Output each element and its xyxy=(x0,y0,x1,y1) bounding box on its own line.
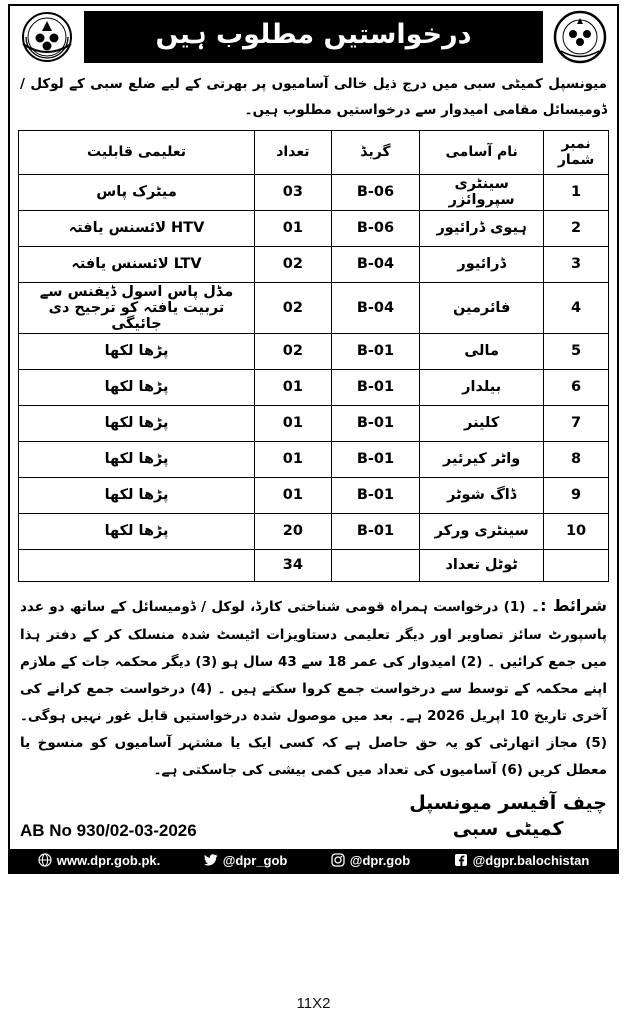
table-row xyxy=(19,477,609,513)
social-facebook[interactable] xyxy=(454,853,590,868)
table-row xyxy=(19,282,609,333)
cell-post: سینٹری ورکر xyxy=(420,513,544,549)
cell-sr: 1 xyxy=(544,174,609,210)
cell-number: 01 xyxy=(255,441,332,477)
social-website[interactable] xyxy=(38,853,161,868)
social-twitter[interactable] xyxy=(204,853,288,868)
social-website-label: www.dpr.gob.pk. xyxy=(56,852,161,868)
social-media-bar xyxy=(10,849,617,872)
social-instagram[interactable] xyxy=(331,853,410,868)
cell-post: ہیوی ڈرائیور xyxy=(420,210,544,246)
cell-post: سینٹری سپروائزر xyxy=(420,174,544,210)
cell-post: فائرمین xyxy=(420,282,544,333)
cell-number: 03 xyxy=(255,174,332,210)
col-header-grade: گریڈ xyxy=(331,130,420,174)
table-row xyxy=(19,513,609,549)
ad-title-band xyxy=(84,11,543,63)
reference-number: AB No 930/02-03-2026 xyxy=(20,820,197,840)
cell-post: مالی xyxy=(420,333,544,369)
cell-sr: 7 xyxy=(544,405,609,441)
conditions-text: (1) درخواست ہمراہ قومی شناختی کارڈ، لوکل / ڈومیسائل کے ساتھ دو عدد پاسپورٹ سائز تصاویر اور دیگر تعلیمی دستاویزات اٹیسٹ شدہ منسلک کر کے دفتر ہذا میں جمع کرائیں ۔ (2) امیدوار کی عمر 18 سے 43 سال ہو (3) دیگر محکمہ جات کے ملازم اپنے محکمہ کے توسط سے درخواست جمع کروا سکتے ہیں ۔ (4) درخواست جمع کرانے کی آخری تاریخ 10 اپریل 2026 ہے۔ بعد میں موصول شدہ درخواستیں قابل غور نہیں ہوگی۔ (5) مجاز اتھارٹی کو یہ حق حاصل ہے کہ کسی ایک یا مشتہر آسامیوں کو منسوخ یا معطل کریں (6) آسامیوں کی تعداد میں کمی بیشی کی جاسکتی ہے۔ xyxy=(20,598,608,778)
cell-empty xyxy=(19,549,255,581)
cell-sr: 10 xyxy=(544,513,609,549)
table-row xyxy=(19,441,609,477)
conditions-heading: شرائط :۔ xyxy=(530,595,608,615)
cell-sr: 3 xyxy=(544,246,609,282)
cell-post: ڈرائیور xyxy=(420,246,544,282)
cell-sr: 5 xyxy=(544,333,609,369)
cell-number: 02 xyxy=(255,333,332,369)
size-code: 11X2 xyxy=(296,995,331,1012)
cell-number: 01 xyxy=(255,405,332,441)
cell-qualification: HTV لائسنس یافتہ xyxy=(19,210,255,246)
cell-number: 01 xyxy=(255,477,332,513)
col-header-qualification: تعلیمی قابلیت xyxy=(19,130,255,174)
cell-number: 02 xyxy=(255,282,332,333)
municipal-committee-sibi-emblem xyxy=(549,10,611,64)
cell-post: واٹر کیرئیر xyxy=(420,441,544,477)
cell-post: بیلدار xyxy=(420,369,544,405)
table-row xyxy=(19,405,609,441)
cell-grade: B-01 xyxy=(331,405,420,441)
cell-number: 01 xyxy=(255,369,332,405)
issuing-authority xyxy=(409,790,607,843)
cell-sr: 8 xyxy=(544,441,609,477)
social-twitter-label: @dpr_gob xyxy=(222,852,288,868)
cell-grade: B-01 xyxy=(331,441,420,477)
table-total-row xyxy=(19,549,609,581)
page-title: درخواستیں مطلوب ہیں xyxy=(155,19,472,51)
social-instagram-label: @dpr.gob xyxy=(349,852,411,868)
cell-qualification: پڑھا لکھا xyxy=(19,333,255,369)
table-row xyxy=(19,246,609,282)
cell-sr: 2 xyxy=(544,210,609,246)
cell-grade: B-01 xyxy=(331,513,420,549)
cell-qualification: پڑھا لکھا xyxy=(19,513,255,549)
col-header-sr: نمبر شمار xyxy=(544,130,609,174)
cell-grade: B-01 xyxy=(331,477,420,513)
cell-qualification: مڈل پاس اسول ڈیفنس سے تربیت یافتہ کو ترجیح دی جائیگی xyxy=(19,282,255,333)
table-row xyxy=(19,174,609,210)
instagram-icon xyxy=(331,853,346,868)
cell-number: 01 xyxy=(255,210,332,246)
cell-grade: B-01 xyxy=(331,369,420,405)
table-row xyxy=(19,210,609,246)
table-row xyxy=(19,333,609,369)
cell-grade: B-01 xyxy=(331,333,420,369)
vacancies-table xyxy=(18,130,609,582)
cell-number: 20 xyxy=(255,513,332,549)
facebook-icon xyxy=(454,853,469,868)
total-value: 34 xyxy=(255,549,332,581)
advertisement-body xyxy=(8,4,619,874)
cell-sr: 6 xyxy=(544,369,609,405)
cell-qualification: پڑھا لکھا xyxy=(19,441,255,477)
social-facebook-label: @dgpr.balochistan xyxy=(472,852,590,868)
cell-grade: B-04 xyxy=(331,246,420,282)
cell-qualification: LTV لائسنس یافتہ xyxy=(19,246,255,282)
cell-qualification: پڑھا لکھا xyxy=(19,477,255,513)
cell-sr: 9 xyxy=(544,477,609,513)
cell-empty xyxy=(544,549,609,581)
table-row xyxy=(19,369,609,405)
intro-paragraph: میونسپل کمیٹی سبی میں درج ذیل خالی آسامیوں پر بھرتی کے لیے ضلع سبی کے لوکل / ڈومیسائل مقامی امیدوار سے درخواستیں مطلوب ہیں۔ xyxy=(20,76,607,119)
cell-empty xyxy=(331,549,420,581)
cell-grade: B-06 xyxy=(331,210,420,246)
table-header-row xyxy=(19,130,609,174)
cell-grade: B-06 xyxy=(331,174,420,210)
cell-sr: 4 xyxy=(544,282,609,333)
cell-qualification: پڑھا لکھا xyxy=(19,405,255,441)
col-header-post: نام آسامی xyxy=(420,130,544,174)
conditions-section xyxy=(10,584,617,786)
globe-icon xyxy=(38,853,53,868)
signature-block xyxy=(10,786,617,849)
authority-line-2: کمیٹی سبی xyxy=(452,818,564,841)
government-emblem xyxy=(16,10,78,64)
cell-post: ڈاگ شوٹر xyxy=(420,477,544,513)
cell-post: کلینر xyxy=(420,405,544,441)
col-header-number: تعداد xyxy=(255,130,332,174)
cell-qualification: پڑھا لکھا xyxy=(19,369,255,405)
total-label: ٹوٹل تعداد xyxy=(420,549,544,581)
cell-grade: B-04 xyxy=(331,282,420,333)
twitter-icon xyxy=(204,853,219,868)
cell-qualification: میٹرک پاس xyxy=(19,174,255,210)
ad-header xyxy=(10,6,617,66)
authority-line-1: چیف آفیسر میونسپل xyxy=(409,791,607,814)
cell-number: 02 xyxy=(255,246,332,282)
